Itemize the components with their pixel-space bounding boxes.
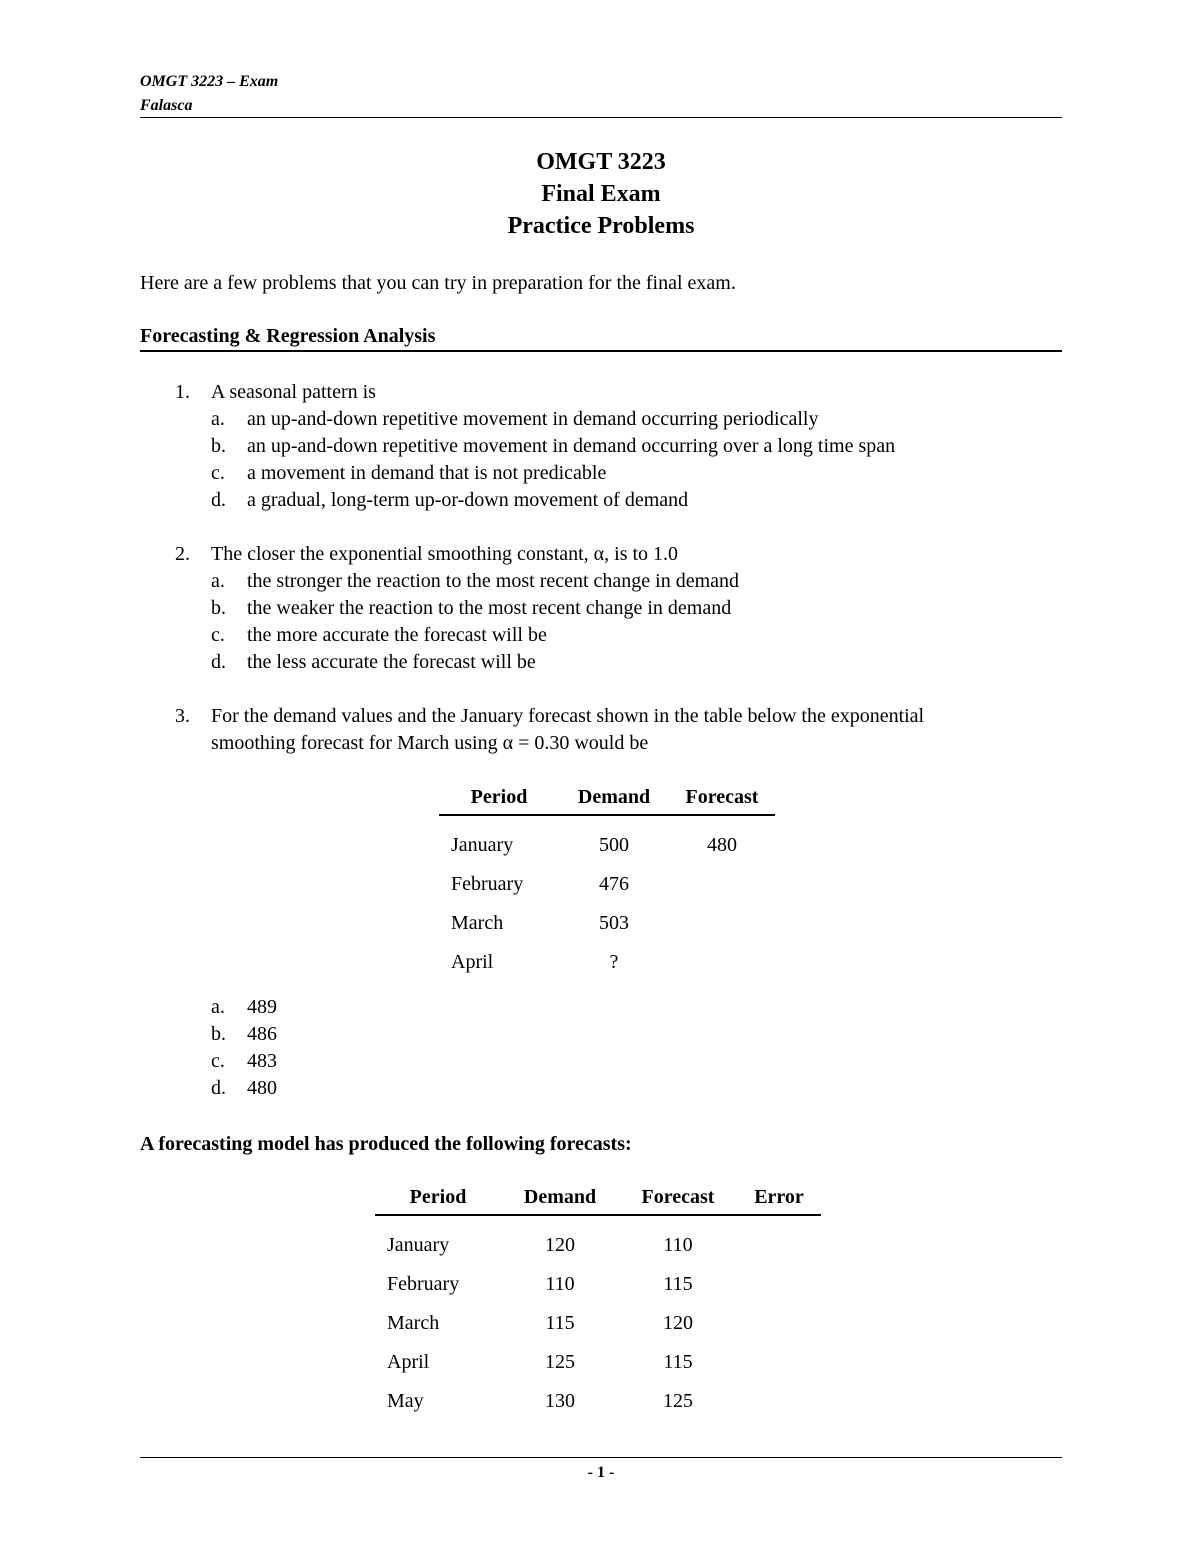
page-title-course: OMGT 3223 xyxy=(536,149,666,175)
page-title-exam: Final Exam xyxy=(541,181,661,207)
option-label: c. xyxy=(211,624,225,646)
column-header-period: Period xyxy=(375,1184,501,1215)
answer-option xyxy=(211,568,1065,595)
column-header-period: Period xyxy=(439,784,559,815)
option-label: c. xyxy=(211,1050,225,1072)
option-label: d. xyxy=(211,489,226,511)
option-label: a. xyxy=(211,570,225,592)
table-cell xyxy=(669,865,775,904)
answer-option xyxy=(211,595,1065,622)
table-cell: March xyxy=(451,912,504,934)
table-row xyxy=(439,904,775,943)
table-cell: 120 xyxy=(663,1312,693,1334)
option-text: the less accurate the forecast will be xyxy=(247,651,536,673)
table-cell: 500 xyxy=(599,834,629,856)
option-text: a movement in demand that is not predicable xyxy=(247,462,607,484)
answer-option xyxy=(211,622,1065,649)
option-label: b. xyxy=(211,597,226,619)
table-cell: ? xyxy=(609,951,619,973)
column-header-demand: Demand xyxy=(501,1184,619,1215)
option-text: the stronger the reaction to the most recent change in demand xyxy=(247,570,740,592)
option-text: 489 xyxy=(247,996,277,1018)
question-number: 3. xyxy=(175,705,190,727)
section-rule xyxy=(140,350,1062,352)
table-cell xyxy=(737,1343,821,1382)
table-row xyxy=(439,815,775,865)
option-text: a gradual, long-term up-or-down movement of demand xyxy=(247,489,689,511)
option-text: the more accurate the forecast will be xyxy=(247,624,547,646)
table-row xyxy=(375,1304,821,1343)
table-cell: February xyxy=(387,1273,460,1295)
table-cell: 115 xyxy=(663,1351,693,1373)
option-text: an up-and-down repetitive movement in demand occurring over a long time span xyxy=(247,435,896,457)
option-label: a. xyxy=(211,996,225,1018)
question-stem: The closer the exponential smoothing constant, α, is to 1.0 xyxy=(211,543,679,565)
table-cell: May xyxy=(387,1390,424,1412)
table-cell xyxy=(737,1304,821,1343)
table-cell xyxy=(669,904,775,943)
page-number: - 1 - xyxy=(587,1464,615,1481)
table-cell: 125 xyxy=(545,1351,575,1373)
question-stem-line-1: For the demand values and the January forecast shown in the table below the exponential xyxy=(211,705,925,727)
header-rule xyxy=(140,117,1062,118)
table-cell: 130 xyxy=(545,1390,575,1412)
table-cell: 110 xyxy=(663,1234,693,1256)
option-text: the weaker the reaction to the most recent change in demand xyxy=(247,597,732,619)
table-cell: 120 xyxy=(545,1234,575,1256)
table-cell: 503 xyxy=(599,912,629,934)
header-author: Falasca xyxy=(140,97,193,114)
table-cell: 115 xyxy=(545,1312,575,1334)
table-header-row xyxy=(439,784,775,815)
table-cell xyxy=(669,943,775,982)
table-row xyxy=(375,1215,821,1265)
forecasting-statement: A forecasting model has produced the following forecasts: xyxy=(140,1133,632,1155)
question-stem-line-2: smoothing forecast for March using α = 0.30 would be xyxy=(211,732,649,754)
table-cell: 110 xyxy=(545,1273,575,1295)
option-label: c. xyxy=(211,462,225,484)
answer-option xyxy=(211,460,1065,487)
question-1 xyxy=(175,379,1065,514)
footer-rule xyxy=(140,1457,1062,1458)
option-text: 483 xyxy=(247,1050,277,1072)
table-cell: 125 xyxy=(663,1390,693,1412)
forecast-error-table xyxy=(375,1184,821,1421)
header-course: OMGT 3223 – Exam xyxy=(140,73,279,90)
answer-option xyxy=(211,649,1065,676)
table-cell: March xyxy=(387,1312,440,1334)
table-cell: April xyxy=(387,1351,430,1373)
column-header-forecast: Forecast xyxy=(619,1184,737,1215)
table-row xyxy=(375,1343,821,1382)
table-header-row xyxy=(375,1184,821,1215)
intro-text: Here are a few problems that you can try in preparation for the final exam. xyxy=(140,272,736,294)
question-2 xyxy=(175,541,1065,676)
table-row xyxy=(439,943,775,982)
question-number: 2. xyxy=(175,543,190,565)
table-cell xyxy=(737,1265,821,1304)
table-cell: February xyxy=(451,873,524,895)
page-title-subtitle: Practice Problems xyxy=(507,213,695,239)
answer-option xyxy=(211,406,1065,433)
column-header-error: Error xyxy=(737,1184,821,1215)
option-label: d. xyxy=(211,651,226,673)
table-cell: January xyxy=(387,1234,450,1256)
option-label: a. xyxy=(211,408,225,430)
table-cell: 480 xyxy=(707,834,737,856)
table-cell xyxy=(737,1215,821,1265)
option-text: 480 xyxy=(247,1077,277,1099)
table-cell: 476 xyxy=(599,873,629,895)
table-row xyxy=(375,1265,821,1304)
option-label: b. xyxy=(211,1023,226,1045)
option-label: d. xyxy=(211,1077,226,1099)
column-header-demand: Demand xyxy=(559,784,669,815)
option-text: 486 xyxy=(247,1023,277,1045)
option-label: b. xyxy=(211,435,226,457)
table-cell xyxy=(737,1382,821,1421)
question-3 xyxy=(175,703,1065,757)
answer-option xyxy=(211,487,1065,514)
table-cell: 115 xyxy=(663,1273,693,1295)
option-text: an up-and-down repetitive movement in demand occurring periodically xyxy=(247,408,819,430)
table-row xyxy=(375,1382,821,1421)
table-row xyxy=(439,865,775,904)
table-cell: January xyxy=(451,834,514,856)
question-stem: A seasonal pattern is xyxy=(211,381,376,403)
question-number: 1. xyxy=(175,381,190,403)
table-cell: April xyxy=(451,951,494,973)
section-title: Forecasting & Regression Analysis xyxy=(140,325,436,347)
demand-forecast-table xyxy=(439,784,775,982)
answer-option xyxy=(211,433,1065,460)
column-header-forecast: Forecast xyxy=(669,784,775,815)
